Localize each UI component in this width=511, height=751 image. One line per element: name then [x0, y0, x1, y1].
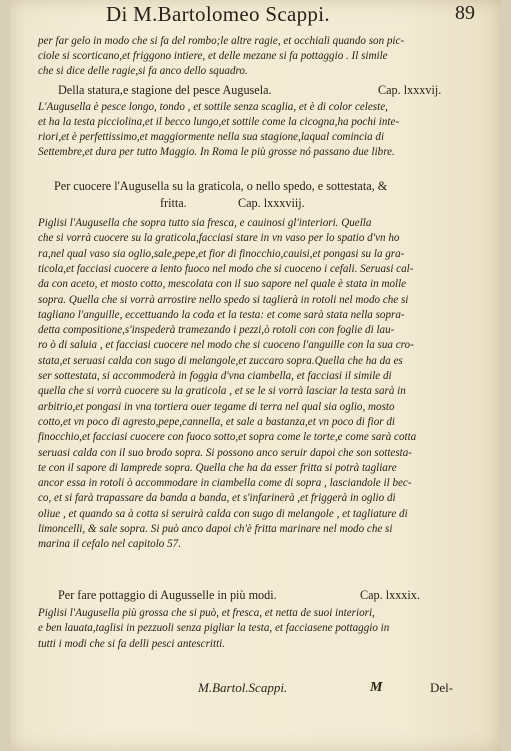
book-page — [10, 0, 501, 751]
text-line: marina il cefalo nel capitolo 57. — [38, 538, 181, 551]
page-number: 89 — [455, 2, 475, 24]
text-line: per far gelo in modo che si fa del rombo;le altre ragie, et occhiali quando son pic- — [38, 35, 405, 47]
chapter-number: Cap. lxxxix. — [360, 588, 420, 602]
text-line: e ben lauata,taglisi in pezzuoli senza pigliar la testa, et facciasene pottaggio in — [38, 622, 390, 635]
text-line: tagliano l'anguille, eccettuando la coda et la testa: et come sarà stata nella sopra- — [38, 308, 405, 321]
text-line: detta compositione,s'inspederà tramezando i pezzi,ò rotoli con con foglie di lau- — [38, 324, 395, 337]
text-line: finocchio,et facciasi cuocere con fuoco sotto,et sopra come le torte,e come sarà cotta — [38, 431, 417, 444]
text-line: ticola,et facciasi cuocere a lento fuoco nel modo che si cuoceno i cefali. Seruasi cal- — [38, 262, 414, 275]
text-line: L'Augusella è pesce longo, tondo , et sottile senza scaglia, et è di color celeste, — [38, 101, 388, 113]
chapter-heading — [10, 179, 501, 215]
running-head: Di M.Bartolomeo Scappi. — [106, 2, 330, 26]
text-line: et ha la testa picciolina,et il becco lungo,et sottile come la cicogna,ha pochi inte- — [38, 116, 400, 128]
text-line: da con aceto, et mosto cotto, mescolata con il suo sapore nel quale è stata in molle — [38, 278, 407, 291]
text-line: co, et si farà trapassare da banda a banda, et s'infarinerà ,et friggerà in oglio di — [38, 492, 396, 505]
text-line: Settembre,et dura per tutto Maggio. In Roma le più grosse nó passano due libre. — [38, 146, 395, 158]
signature-letter: M — [370, 680, 383, 695]
chapter-title: Per fare pottaggio di Augusselle in più modi. — [58, 588, 277, 602]
catchword: Del- — [430, 680, 454, 695]
text-line: cotto,et vn poco di agresto,pepe,cannella, et sale a bastanza,et vn poco di fior di — [38, 415, 395, 428]
chapter-title-continued: fritta. — [160, 196, 187, 210]
text-line: arbitrio,et pongasi in vna tortiera ouer tegame di terra nel qual sia oglio, mosto — [38, 400, 395, 413]
page-header — [50, 2, 479, 30]
text-line: limoncelli, & sale sopra. Si può anco dapoi ch'è fritta marinare nel modo che si — [38, 523, 393, 535]
text-line: che si vorrà cuocere su la graticola,facciasi stare in vn vaso per lo spatio d'vn ho — [38, 232, 400, 245]
text-line: ancor essa in rotoli ò accommodare in ciambella come di sopra , lasciandole il bec- — [38, 477, 412, 490]
text-line: Piglisi l'Augusella che sopra tutto sia fresca, e cauinosi gl'interiori. Quella — [38, 217, 372, 229]
chapter-title: Della statura,e stagione del pesce Augusela. — [58, 83, 272, 97]
text-line: ro ò di saluia , et facciasi cuocere nel modo che si cuoceno l'anguille con la sua cro- — [38, 339, 414, 352]
signature-mark: M.Bartol.Scappi. — [198, 680, 288, 695]
text-line: ra,nel qual vaso sia oglio,sale,pepe,et fior di finocchio,cauisi,et pongasi su la gra- — [38, 247, 405, 260]
text-line: Piglisi l'Augusella più grossa che si può, et fresca, et netta de suoi interiori, — [38, 607, 375, 619]
text-line: seruasi calda con il suo brodo sopra. Si possono anco seruir dapoi che son sottesta- — [38, 446, 412, 459]
text-line: quella che si vorrà cuocere su la graticola , et se le si vorrà lasciar la testa sarà in — [38, 385, 406, 398]
chapter-title: Per cuocere l'Augusella su la graticola, o nello spedo, e sottestata, & — [54, 179, 388, 193]
text-line: stata,et seruasi calda con sugo di melangole,et zuccaro sopra.Quella che ha da es — [38, 354, 403, 367]
chapter-heading — [10, 83, 501, 99]
text-line: riori,et è perfettissimo,et maggiormente nella sua stagione,laqual comincia di — [38, 131, 385, 143]
text-line: ciole si scorticano,et friggono intiere, et delle mezane si fa pottaggio . Il simile — [38, 50, 388, 62]
text-line: ser sottestata, si accommoderà in foggia d'vna ciambella, et facciasi il simile di — [38, 370, 392, 382]
chapter-number: Cap. lxxxviij. — [238, 196, 305, 210]
text-line: che si dice delle ragie,si fa anco dello squadro. — [38, 65, 248, 77]
text-line: tutti i modi che si fa delli pesci antescritti. — [38, 637, 226, 650]
text-line: oliue , et quando sa à cotta si seruirà calda con sugo di melangole , et tagliature di — [38, 507, 408, 520]
chapter-heading — [10, 588, 501, 604]
text-line: te con il sapore di lamprede sopra. Quella che ha da esser fritta si potrà tagliare — [38, 461, 397, 474]
text-line: sopra. Quella che si vorrà arrostire nello spedo si taglierà in rotoli nel modo che si — [38, 293, 409, 306]
chapter-number: Cap. lxxxvij. — [378, 83, 442, 97]
